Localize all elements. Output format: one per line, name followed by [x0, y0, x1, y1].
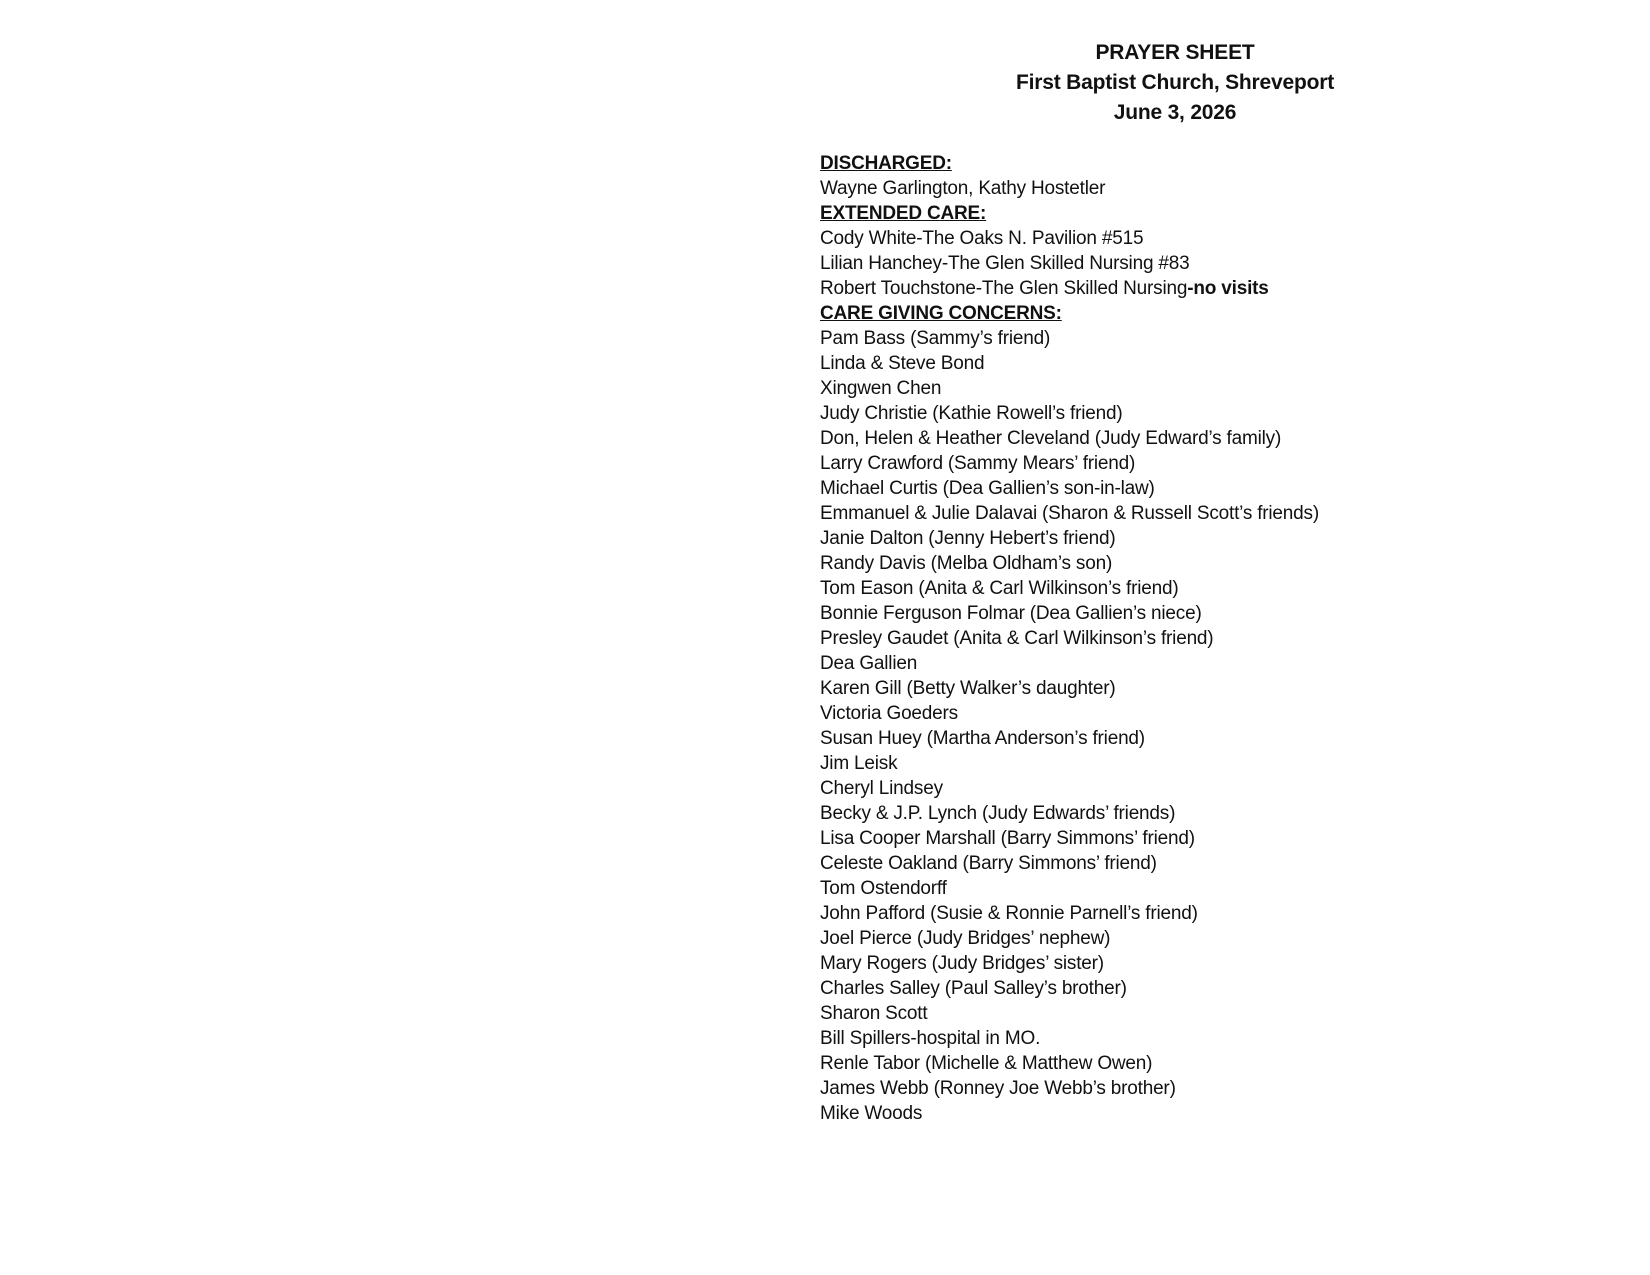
- list-item: James Webb (Ronney Joe Webb’s brother): [820, 1078, 1176, 1099]
- list-item: Dea Gallien: [820, 653, 918, 674]
- list-item: Karen Gill (Betty Walker’s daughter): [820, 678, 1116, 699]
- list-item: Sharon Scott: [820, 1003, 928, 1024]
- list-item: Presley Gaudet (Anita & Carl Wilkinson’s friend): [820, 628, 1214, 649]
- list-item: Jim Leisk: [820, 753, 898, 774]
- list-item: Tom Ostendorff: [820, 878, 947, 899]
- list-item: Becky & J.P. Lynch (Judy Edwards’ friends): [820, 803, 1176, 824]
- discharged-names: Wayne Garlington, Kathy Hostetler: [820, 178, 1106, 199]
- list-item: Xingwen Chen: [820, 378, 942, 399]
- list-item: Pam Bass (Sammy’s friend): [820, 328, 1051, 349]
- list-item: Michael Curtis (Dea Gallien’s son-in-law): [820, 478, 1155, 499]
- list-item: Mike Woods: [820, 1103, 923, 1124]
- list-item: Bonnie Ferguson Folmar (Dea Gallien’s niece): [820, 603, 1202, 624]
- list-item-text: Robert Touchstone-The Glen Skilled Nursing: [820, 278, 1188, 299]
- header-date: June 3, 2026: [1113, 101, 1237, 124]
- list-item: Don, Helen & Heather Cleveland (Judy Edward’s family): [820, 428, 1282, 449]
- list-item: Linda & Steve Bond: [820, 353, 985, 374]
- list-item: Cheryl Lindsey: [820, 778, 943, 799]
- no-visits-note: -no visits: [1187, 278, 1269, 299]
- list-item: Judy Christie (Kathie Rowell’s friend): [820, 403, 1123, 424]
- list-item: Lisa Cooper Marshall (Barry Simmons’ friend): [820, 828, 1195, 849]
- list-item: Mary Rogers (Judy Bridges’ sister): [820, 953, 1104, 974]
- list-item: [820, 276, 1520, 301]
- list-item: Cody White-The Oaks N. Pavilion #515: [820, 228, 1144, 249]
- discharged-heading: DISCHARGED:: [820, 153, 952, 174]
- header-church-name: First Baptist Church, Shreveport: [1016, 71, 1334, 94]
- list-item: Susan Huey (Martha Anderson’s friend): [820, 728, 1145, 749]
- extended-care-heading: EXTENDED CARE:: [820, 203, 987, 224]
- header-title: PRAYER SHEET: [1095, 41, 1255, 64]
- list-item: Victoria Goeders: [820, 703, 958, 724]
- list-item: Bill Spillers-hospital in MO.: [820, 1028, 1041, 1049]
- document-header: [1005, 38, 1345, 128]
- list-item: Lilian Hanchey-The Glen Skilled Nursing #83: [820, 253, 1190, 274]
- list-item: Randy Davis (Melba Oldham’s son): [820, 553, 1113, 574]
- care-giving-heading: CARE GIVING CONCERNS:: [820, 303, 1062, 324]
- list-item: Emmanuel & Julie Dalavai (Sharon & Russell Scott’s friends): [820, 503, 1319, 524]
- list-item: Celeste Oakland (Barry Simmons’ friend): [820, 853, 1157, 874]
- prayer-list: [820, 151, 1520, 1126]
- list-item: Renle Tabor (Michelle & Matthew Owen): [820, 1053, 1153, 1074]
- list-item: Tom Eason (Anita & Carl Wilkinson’s friend): [820, 578, 1179, 599]
- list-item: Charles Salley (Paul Salley’s brother): [820, 978, 1127, 999]
- list-item: Janie Dalton (Jenny Hebert’s friend): [820, 528, 1116, 549]
- list-item: Joel Pierce (Judy Bridges’ nephew): [820, 928, 1111, 949]
- list-item: John Pafford (Susie & Ronnie Parnell’s friend): [820, 903, 1198, 924]
- list-item: Larry Crawford (Sammy Mears’ friend): [820, 453, 1136, 474]
